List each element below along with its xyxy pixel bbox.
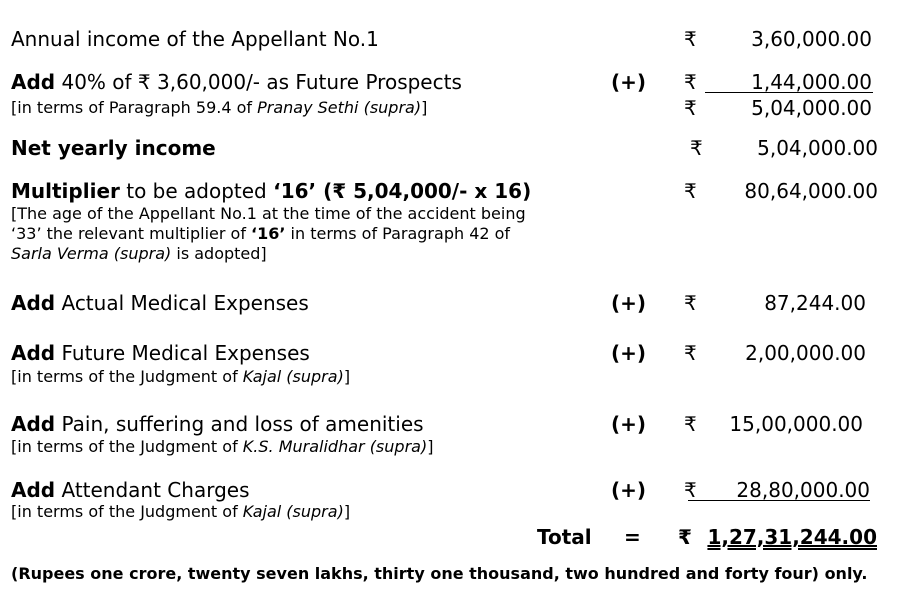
plus-sign: (+) bbox=[611, 412, 647, 436]
add-keyword: Add bbox=[11, 478, 56, 502]
case-name: K.S. Muralidhar (supra) bbox=[242, 437, 428, 456]
future-prospects-text: 40% of ₹ 3,60,000/- as Future Prospects bbox=[55, 70, 462, 94]
note-text: ‘33’ the relevant multiplier of bbox=[11, 224, 252, 243]
multiplier-note-line-2 bbox=[11, 224, 510, 244]
future-medical-reference bbox=[11, 367, 350, 387]
add-keyword: Add bbox=[11, 341, 56, 365]
plus-sign: (+) bbox=[611, 341, 647, 365]
reference-suffix: ] bbox=[427, 437, 434, 456]
add-keyword: Add bbox=[11, 291, 56, 315]
add-keyword: Add bbox=[11, 70, 56, 94]
future-prospects-reference bbox=[11, 98, 427, 118]
pain-suffering-amount: 15,00,000.00 bbox=[729, 412, 863, 436]
reference-suffix: ] bbox=[421, 98, 428, 117]
rupee-symbol: ₹ bbox=[684, 478, 697, 502]
case-name: Kajal (supra) bbox=[242, 502, 344, 521]
medical-expenses-label bbox=[11, 291, 309, 315]
rupee-symbol: ₹ bbox=[678, 525, 692, 549]
plus-sign: (+) bbox=[611, 291, 647, 315]
subtotal-amount: 5,04,000.00 bbox=[751, 96, 872, 120]
add-keyword: Add bbox=[11, 412, 56, 436]
future-medical-text: Future Medical Expenses bbox=[55, 341, 310, 365]
case-name: Sarla Verma (supra) bbox=[11, 244, 172, 263]
multiplier-note-line-3 bbox=[11, 244, 267, 264]
rupee-symbol: ₹ bbox=[684, 70, 697, 94]
rupee-symbol: ₹ bbox=[684, 179, 697, 203]
rupee-symbol: ₹ bbox=[684, 412, 697, 436]
addition-rule bbox=[705, 92, 873, 93]
multiplier-text: to be adopted bbox=[119, 179, 274, 203]
future-medical-label bbox=[11, 341, 310, 365]
addition-rule bbox=[688, 500, 870, 501]
future-medical-amount: 2,00,000.00 bbox=[745, 341, 866, 365]
reference-prefix: [in terms of the Judgment of bbox=[11, 502, 243, 521]
reference-prefix: [in terms of the Judgment of bbox=[11, 367, 243, 386]
rupee-symbol: ₹ bbox=[684, 291, 697, 315]
medical-expenses-amount: 87,244.00 bbox=[764, 291, 866, 315]
rupee-symbol: ₹ bbox=[684, 341, 697, 365]
case-name: Kajal (supra) bbox=[242, 367, 344, 386]
multiplier-amount: 80,64,000.00 bbox=[744, 179, 878, 203]
annual-income-label: Annual income of the Appellant No.1 bbox=[11, 27, 379, 51]
note-text: in terms of Paragraph 42 of bbox=[285, 224, 511, 243]
annual-income-amount: 3,60,000.00 bbox=[751, 27, 872, 51]
reference-suffix: ] bbox=[343, 502, 351, 521]
reference-prefix: [in terms of Paragraph 59.4 of bbox=[11, 98, 258, 117]
attendant-charges-amount: 28,80,000.00 bbox=[736, 478, 870, 502]
rupee-symbol: ₹ bbox=[690, 136, 703, 160]
future-prospects-label bbox=[11, 70, 462, 94]
multiplier-keyword: Multiplier bbox=[11, 179, 120, 203]
multiplier-label bbox=[11, 179, 531, 203]
rupee-symbol: ₹ bbox=[684, 96, 697, 120]
plus-sign: (+) bbox=[611, 478, 647, 502]
multiplier-note-line-1: [The age of the Appellant No.1 at the time of the accident being bbox=[11, 204, 526, 223]
attendant-charges-reference bbox=[11, 502, 350, 522]
note-text: is adopted] bbox=[171, 244, 267, 263]
total-label: Total bbox=[537, 525, 592, 549]
equals-sign: = bbox=[624, 525, 641, 549]
future-prospects-amount: 1,44,000.00 bbox=[751, 70, 872, 94]
pain-suffering-text: Pain, suffering and loss of amenities bbox=[55, 412, 424, 436]
amount-in-words: (Rupees one crore, twenty seven lakhs, thirty one thousand, two hundred and forty four) only. bbox=[11, 564, 868, 583]
reference-suffix: ] bbox=[343, 367, 351, 386]
attendant-charges-label bbox=[11, 478, 250, 502]
total-amount: 1,27,31,244.00 bbox=[707, 525, 877, 549]
multiplier-formula: ‘16’ (₹ 5,04,000/- x 16) bbox=[273, 179, 532, 203]
case-name: Pranay Sethi (supra) bbox=[257, 98, 422, 117]
multiplier-value: ‘16’ bbox=[251, 224, 286, 243]
attendant-charges-text: Attendant Charges bbox=[55, 478, 250, 502]
medical-expenses-text: Actual Medical Expenses bbox=[55, 291, 309, 315]
pain-suffering-label bbox=[11, 412, 424, 436]
reference-prefix: [in terms of the Judgment of bbox=[11, 437, 243, 456]
rupee-symbol: ₹ bbox=[684, 27, 697, 51]
pain-suffering-reference bbox=[11, 437, 433, 457]
plus-sign: (+) bbox=[611, 70, 647, 94]
net-yearly-income-amount: 5,04,000.00 bbox=[757, 136, 878, 160]
net-yearly-income-label: Net yearly income bbox=[11, 136, 216, 160]
